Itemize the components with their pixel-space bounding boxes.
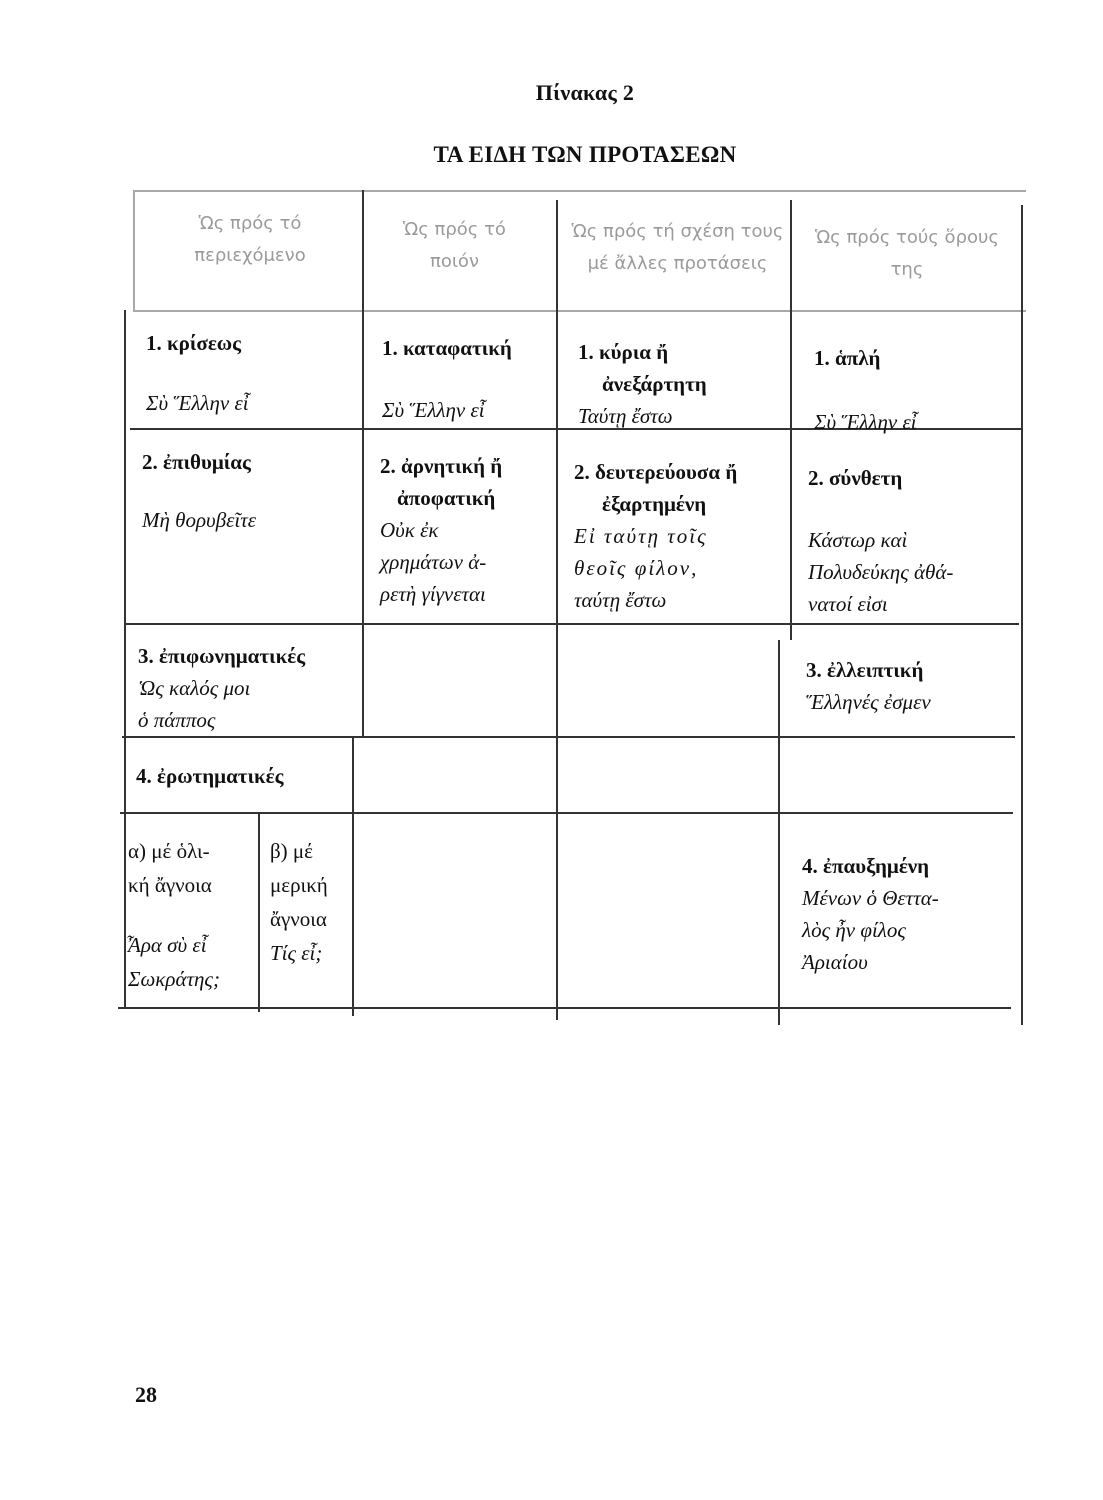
quality-affirmative-example: Σὺ Ἕλλην εἶ [382, 398, 485, 422]
subcell-divider [258, 812, 260, 1012]
header-separator [133, 310, 1026, 312]
relation-subordinate-label-2: ἐξαρτημένη [602, 492, 707, 516]
relation-main-example: Ταύτῃ ἔστω [578, 404, 673, 428]
quality-negative-example-1: Οὐκ ἐκ [380, 518, 439, 542]
quality-negative-example-2: χρημάτων ἀ- [380, 550, 487, 574]
relation-subordinate-example-2: θεοῖς φίλον, [574, 556, 699, 580]
terms-simple [814, 342, 917, 438]
row-separator-3 [122, 736, 1015, 738]
column-divider-3-lower [778, 640, 780, 1025]
content-exclamatory-label: 3. ἐπιφωνηματικές [138, 644, 306, 668]
relation-subordinate [574, 456, 737, 616]
terms-compound-example-3: νατοί εἰσι [808, 592, 888, 616]
content-exclamatory-example-1: Ὡς καλός μοι [138, 676, 251, 700]
header-content: Ὡς πρός τό περιεχόμενο [194, 213, 306, 266]
relation-subordinate-label-1: 2. δευτερεύουσα ἤ [574, 460, 738, 484]
relation-main [578, 336, 707, 432]
relation-subordinate-example-3: ταύτῃ ἔστω [574, 588, 667, 612]
row-separator-2 [126, 623, 1019, 625]
terms-compound [808, 462, 953, 620]
header-terms: Ὡς πρός τούς ὅρους της [814, 227, 999, 280]
terms-augmented [802, 850, 939, 978]
total-ignorance-label-2: κή ἄγνοια [128, 873, 212, 897]
terms-elliptical-example: Ἕλληνές ἐσμεν [806, 690, 931, 714]
terms-elliptical-label: 3. ἐλλειπτική [806, 658, 924, 682]
terms-augmented-example-2: λὸς ἦν φίλος [802, 918, 906, 942]
table-border-right [1021, 205, 1023, 1025]
row-separator-4 [120, 812, 1013, 814]
terms-elliptical [806, 654, 931, 718]
terms-augmented-example-3: Ἀριαίου [802, 950, 868, 974]
terms-compound-example-2: Πολυδεύκης ἀθά- [808, 560, 954, 584]
content-declarative [146, 327, 249, 419]
terms-compound-label: 2. σύνθετη [808, 466, 903, 490]
content-interrogative [136, 760, 283, 792]
partial-ignorance-label-3: ἄγνοια [270, 907, 327, 931]
terms-augmented-label: 4. ἐπαυξημένη [802, 854, 930, 878]
relation-main-label-1: 1. κύρια ἤ [578, 340, 669, 364]
column-divider-2 [556, 200, 558, 1020]
quality-affirmative [382, 332, 512, 426]
content-desiderative-label: 2. ἐπιθυμίας [142, 450, 251, 474]
relation-main-label-2: ἀνεξάρτητη [602, 372, 707, 396]
partial-ignorance-example: Τίς εἶ; [270, 941, 323, 965]
table-caption: Πίνακας 2 [535, 80, 635, 105]
terms-simple-example: Σὺ Ἕλλην εἶ [814, 410, 917, 434]
table-title: ΤΑ ΕΙΔΗ ΤΩΝ ΠΡΟΤΑΣΕΩΝ [433, 142, 737, 167]
relation-subordinate-example-1: Εἰ ταύτῃ τοῖς [574, 524, 708, 548]
content-declarative-example: Σὺ Ἕλλην εἶ [146, 391, 249, 415]
partial-ignorance-label-1: β) μέ [270, 839, 314, 863]
header-quality: Ὡς πρός τό ποιόν [403, 219, 506, 272]
column-divider-1 [362, 190, 364, 738]
table-border-left [133, 190, 135, 310]
terms-compound-example-1: Κάστωρ καὶ [808, 528, 908, 552]
header-relation: Ὡς πρός τή σχέση τους μέ ἄλλες προτάσεις [571, 221, 784, 274]
content-interrogative-label: 4. ἐρωτηματικές [136, 764, 284, 788]
content-exclamatory-example-2: ὁ πάππος [138, 708, 216, 732]
content-interrogative-partial [270, 834, 328, 970]
terms-augmented-example-1: Μένων ὁ Θεττα- [802, 886, 939, 910]
quality-affirmative-label: 1. καταφατική [382, 336, 512, 360]
content-desiderative-example: Μὴ θορυβεῖτε [142, 508, 257, 532]
terms-simple-label: 1. ἁπλή [814, 346, 881, 370]
quality-negative [380, 450, 502, 610]
content-exclamatory [138, 640, 305, 736]
total-ignorance-example-2: Σωκράτης; [128, 967, 220, 991]
column-divider-3 [790, 200, 792, 640]
column-divider-1-lower [352, 736, 354, 1016]
table-border-bottom [118, 1007, 1011, 1009]
table-border-top [133, 190, 1026, 192]
partial-ignorance-label-2: μερική [270, 873, 328, 897]
total-ignorance-example-1: Ἆρα σὺ εἶ [128, 933, 207, 957]
page-number: 28 [135, 1382, 157, 1407]
quality-negative-example-3: ρετὴ γίγνεται [380, 582, 486, 606]
content-declarative-label: 1. κρίσεως [146, 331, 242, 355]
table-border-left-lower [124, 310, 126, 1008]
quality-negative-label-1: 2. ἀρνητική ἤ [380, 454, 503, 478]
total-ignorance-label-1: α) μέ ὁλι- [128, 839, 210, 863]
quality-negative-label-2: ἀποφατική [397, 486, 496, 510]
content-desiderative [142, 446, 256, 536]
content-interrogative-total [128, 834, 220, 996]
